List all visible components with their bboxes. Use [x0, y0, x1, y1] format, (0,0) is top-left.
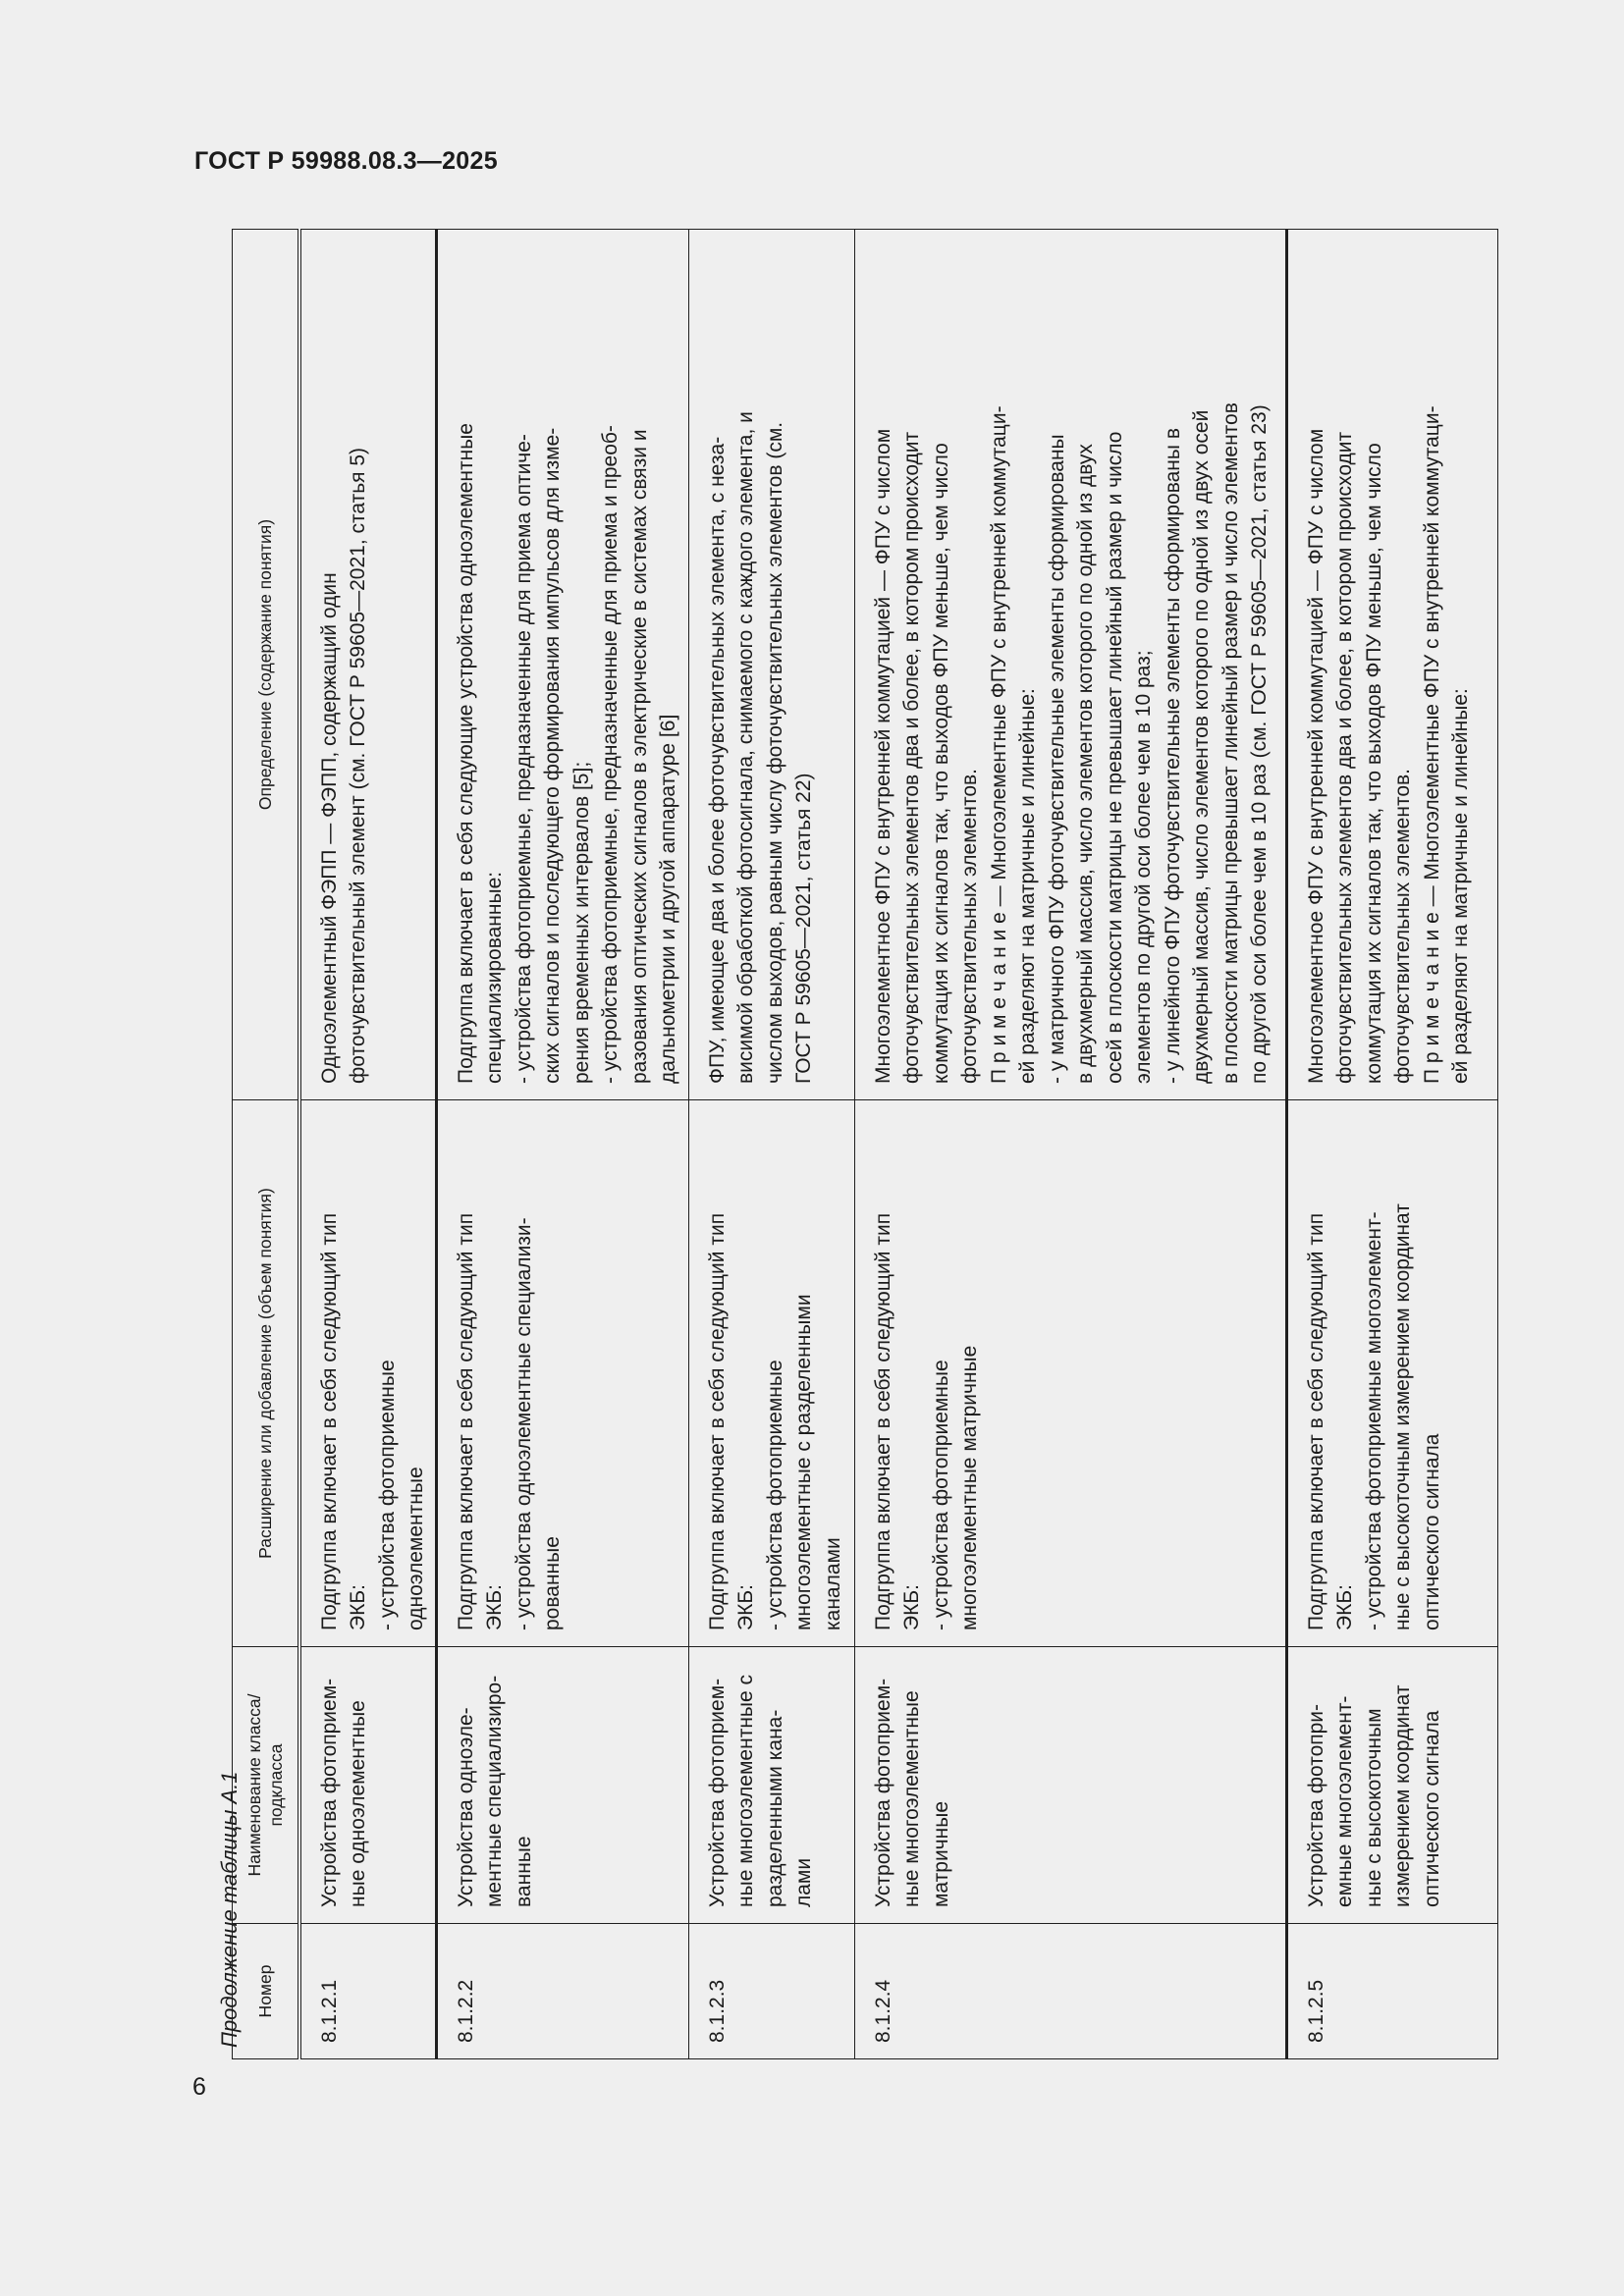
row-name-cell: Устройства фотоприем- ные многоэлементные матричные	[854, 1647, 1286, 1924]
table-row	[299, 230, 437, 2059]
table-rotated-container	[232, 230, 1494, 2059]
table-row	[688, 230, 854, 2059]
row-scope-cell: Подгруппа включает в себя следующий тип ЭКБ: - устройства фотоприемные многоэлементные матричные	[854, 1100, 1286, 1647]
row-definition-cell: ФПУ, имеющее два и более фоточувствительных элемента, с неза- висимой обработкой фотосигнала, снимаемого с каждого элемента, и числом выходов, равным числу фоточувствительных элементов (см. ГОСТ Р 59605—2021, статья 22)	[688, 230, 854, 1100]
table-row	[436, 230, 688, 2059]
row-scope-cell: Подгруппа включает в себя следующий тип ЭКБ: - устройства одноэлементные специализи- рованные	[436, 1100, 688, 1647]
table-row	[854, 230, 1286, 2059]
table-caption: Продолжение таблицы А.1	[217, 1771, 242, 2048]
row-name-cell: Устройства фотопри- емные многоэлемент- ные с высокоточным измерением координат оптического сигнала	[1286, 1647, 1497, 1924]
classification-table	[232, 229, 1498, 2059]
row-name-cell: Устройства одноэле- ментные специализиро- ванные	[436, 1647, 688, 1924]
column-header-number: Номер	[233, 1924, 299, 2059]
table-row	[1286, 230, 1497, 2059]
row-number-cell: 8.1.2.4	[854, 1924, 1286, 2059]
row-number-cell: 8.1.2.5	[1286, 1924, 1497, 2059]
row-number-cell: 8.1.2.1	[299, 1924, 437, 2059]
row-definition-cell: Многоэлементное ФПУ с внутренней коммутацией — ФПУ с числом фоточувствительных элементов два и более, в котором происходит коммутация их сигналов так, что выходов ФПУ меньше, чем число фоточувствительных элементов. П р и м е ч а н и е — Многоэлементные ФПУ с внутренней коммутаци- ей разделяют на матричные и линейные: - у матричного ФПУ фоточувствительные элементы сформированы в двухмерный массив, число элементов которого по одной из двух осей в плоскости матрицы не превышает линейный размер и число элементов по другой оси более чем в 10 раз; - у линейного ФПУ фоточувствительные элементы сформированы в двухмерный массив, число элементов которого по одной из двух осей в плоскости матрицы превышает линейный размер и число элементов по другой оси более чем в 10 раз (см. ГОСТ Р 59605—2021, статья 23)	[854, 230, 1286, 1100]
row-number-cell: 8.1.2.2	[436, 1924, 688, 2059]
row-definition-cell: Подгруппа включает в себя следующие устройства одноэлементные специализированные: - устройства фотоприемные, предназначенные для приема оптиче- ских сигналов и последующего формирования импульсов для изме- рения временных интервалов [5]; - устройства фотоприемные, предназначенные для приема и преоб- разования оптических сигналов в электрические в системах связи и дальнометрии и другой аппаратуре [6]	[436, 230, 688, 1100]
row-name-cell: Устройства фотоприем- ные одноэлементные	[299, 1647, 437, 1924]
row-definition-cell: Одноэлементный ФЭПП — ФЭПП, содержащий один фоточувствительный элемент (см. ГОСТ Р 59605—2021, статья 5)	[299, 230, 437, 1100]
row-scope-cell: Подгруппа включает в себя следующий тип ЭКБ: - устройства фотоприемные многоэлемент- ные с высокоточным измерением координат оптического сигнала	[1286, 1100, 1497, 1647]
row-scope-cell: Подгруппа включает в себя следующий тип ЭКБ: - устройства фотоприемные многоэлементные с разделенными каналами	[688, 1100, 854, 1647]
row-definition-cell: Многоэлементное ФПУ с внутренней коммутацией — ФПУ с числом фоточувствительных элементов два и более, в котором происходит коммутация их сигналов так, что выходов ФПУ меньше, чем число фоточувствительных элементов. П р и м е ч а н и е — Многоэлементные ФПУ с внутренней коммутаци- ей разделяют на матричные и линейные:	[1286, 230, 1497, 1100]
page-number: 6	[192, 2073, 206, 2101]
column-header-definition: Определение (содержание понятия)	[233, 230, 299, 1100]
row-name-cell: Устройства фотоприем- ные многоэлементные с разделенными кана- лами	[688, 1647, 854, 1924]
document-title: ГОСТ Р 59988.08.3—2025	[194, 147, 498, 175]
column-header-scope: Расширение или добавление (объем понятия)	[233, 1100, 299, 1647]
row-scope-cell: Подгруппа включает в себя следующий тип ЭКБ: - устройства фотоприемные одноэлементные	[299, 1100, 437, 1647]
row-number-cell: 8.1.2.3	[688, 1924, 854, 2059]
column-header-name: Наименование класса/подкласса	[233, 1647, 299, 1924]
table-header-row	[233, 230, 299, 2059]
